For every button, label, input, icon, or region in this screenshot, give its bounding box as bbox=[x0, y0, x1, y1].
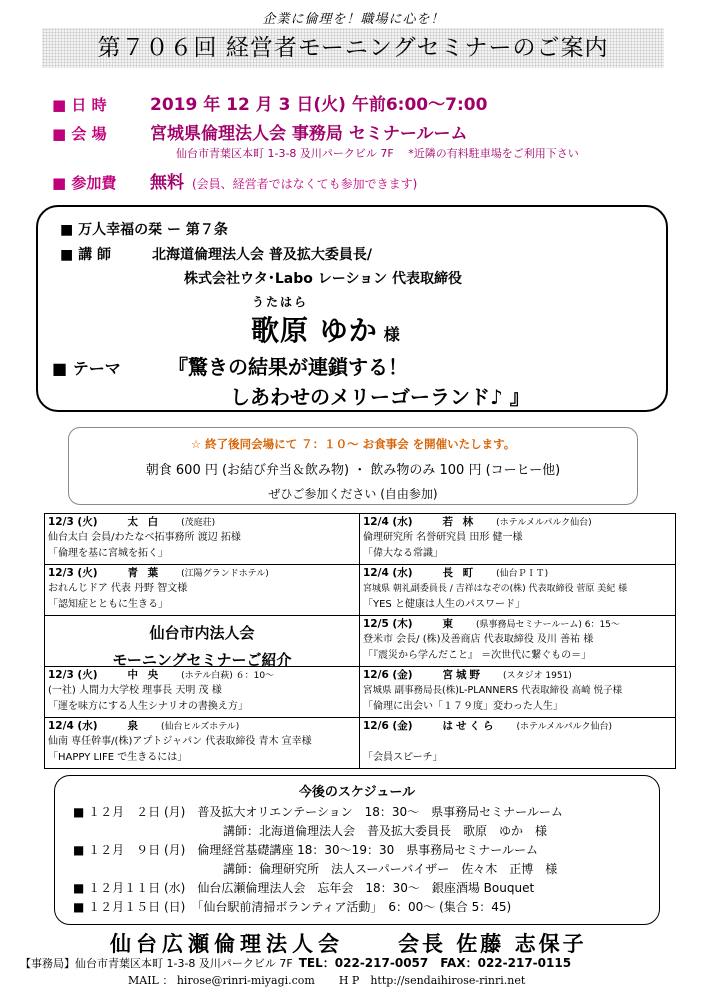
president-name: 会長 佐藤 志保子 bbox=[398, 932, 587, 956]
fee-value: 無料 bbox=[150, 173, 184, 193]
seminar-cell: 12/4 (水) 若 林 (ホテルメルパルク仙台) 倫理研究所 名誉研究員 田形 健一様 「偉大なる常識」 bbox=[360, 514, 676, 565]
schedule-item: ■ １２月１１日 (水) 仙台広瀬倫理法人会 忘年会 18：30～ 銀座酒場 Bouquet bbox=[73, 881, 535, 895]
seminar-cell: 12/3 (火) 太 白 (茂庭荘) 仙台太白 会員/わたなべ拓事務所 渡辺 拓様 「倫理を基に宮城を拓く」 bbox=[45, 514, 360, 565]
theme-line2: しあわせのメリーゴーランド♪ 』 bbox=[230, 385, 530, 409]
article-line: ■ 万人幸福の栞 ー 第７条 bbox=[60, 222, 228, 238]
seminar-intro: 仙台市内法人会 モーニングセミナーご紹介 bbox=[45, 616, 360, 667]
seminar-cell: 12/3 (火) 中 央 (ホテル白萩) ６：10～ (一社) 人間力大学校 理事長 天明 茂 様 「運を味方にする人生シナリオの書換え方」 bbox=[45, 667, 360, 718]
footer-hp: H P http://sendaihirose-rinri.net bbox=[338, 974, 526, 987]
theme-line1: 『驚きの結果が連鎖する！ bbox=[168, 355, 408, 379]
fee-row bbox=[52, 168, 417, 193]
party-announcement: ☆ 終了後同会場にて ７：１０～ お食事会 を開催いたします。 bbox=[190, 437, 516, 451]
venue-address: 仙台市青葉区本町 1-3-8 及川パークビル 7F *近隣の有料駐車場をご利用下さい bbox=[176, 147, 579, 160]
schedule-sub: 講師：倫理研究所 法人スーパーバイザー 佐々木 正博 様 bbox=[223, 862, 558, 876]
seminar-cell: 12/4 (水) 長 町 (仙台ＰＩＴ) 宮城県 朝礼副委員長 / 吉祥はなぞの(株) 代表取締役 菅原 美紀 様 「YES と健康は人生のパスワード」 bbox=[360, 565, 676, 616]
square-bullet-icon: ■ bbox=[52, 96, 67, 114]
seminar-grid bbox=[44, 513, 676, 769]
name-ruby: うたはら bbox=[252, 295, 309, 309]
seminar-cell: 12/5 (木) 東 (県事務局セミナールーム) 6：15～ 登米市 会長/ (株)及善商店 代表取締役 及川 善祐 様 「『震災から学んだこと』 ＝次世代に繋ぐもの＝」 bbox=[360, 616, 676, 667]
square-bullet-icon: ■ bbox=[52, 174, 67, 192]
speaker-name: 歌原 ゆか 様 bbox=[251, 314, 401, 347]
date-value: 2019 年 12 月 3 日(火) 午前6:00～7:00 bbox=[150, 95, 488, 115]
organization-name: 仙台広瀬倫理法人会 bbox=[110, 932, 344, 956]
venue-label: ■ 会 場 bbox=[52, 125, 107, 143]
venue-value: 宮城県倫理法人会 事務局 セミナールーム bbox=[150, 124, 468, 144]
schedule-item: ■ １２月 ２日 (月) 普及拡大オリエンテーション 18：30～ 県事務局セミナールーム bbox=[73, 805, 563, 819]
party-invite: ぜひご参加ください (自由参加) bbox=[268, 487, 438, 501]
square-bullet-icon: ■ bbox=[52, 125, 67, 143]
date-row bbox=[52, 90, 487, 115]
speaker-box bbox=[36, 205, 668, 412]
schedule-item: ■ １２月 ９日 (月) 倫理経営基礎講座 18：30～19：30 県事務局セミナールーム bbox=[73, 843, 538, 857]
seminar-cell: 12/4 (水) 泉 (仙台ヒルズホテル) 仙南 専任幹事/(株)アプトジャパン 代表取締役 青木 宣幸様 「HAPPY LIFE で生きるには」 bbox=[45, 718, 360, 769]
footer-mail: MAIL ： hirose@rinri-miyagi.com bbox=[128, 974, 315, 987]
lecturer-line: ■ 講 師 北海道倫理法人会 普及拡大委員長/ bbox=[60, 247, 372, 263]
fee-label: ■ 参加費 bbox=[52, 174, 117, 192]
seminar-cell: 12/6 (金) はせくら (ホテルメルパルク仙台) 「会員スピーチ」 bbox=[363, 720, 613, 763]
slogan: 企業に倫理を！職場に心を！ bbox=[262, 12, 445, 27]
seminar-cell: 12/6 (金) 宮城野 (スタジオ 1951) 宮城県 副事務局長(株)L-PLANNERS 代表取締役 高崎 悦子様 「倫理に出会い「１７９度」変わった人生」 bbox=[360, 667, 676, 718]
footer-contact bbox=[128, 972, 549, 988]
footer-tel-fax: TEL：022-217-0057 FAX：022-217-0115 bbox=[298, 956, 572, 970]
venue-row bbox=[52, 119, 468, 144]
page-title: 第７０６回 経営者モーニングセミナーのご案内 bbox=[42, 28, 664, 68]
fee-note: (会員、経営者ではなくても参加できます) bbox=[192, 177, 418, 191]
schedule-item: ■ １２月１５日 (日) 「仙台駅前清掃ボランティア活動」 6：00～ (集合 5：45) bbox=[73, 900, 512, 914]
footer-address: 【事務局】仙台市青葉区本町 1-3-8 及川パークビル 7F TEL：022-217-0057 FAX：022-217-0115 bbox=[20, 956, 572, 970]
schedule-box bbox=[54, 775, 660, 925]
dinner-party-box bbox=[68, 427, 638, 505]
theme-label: ■ テーマ bbox=[52, 359, 121, 378]
date-label: ■ 日 時 bbox=[52, 96, 107, 114]
party-price: 朝食 600 円 (お結び弁当＆飲み物) ・ 飲み物のみ 100 円 (コーヒー他) bbox=[145, 463, 561, 478]
schedule-sub: 講師：北海道倫理法人会 普及拡大委員長 歌原 ゆか 様 bbox=[223, 824, 548, 838]
seminar-cell: 12/3 (火) 青 葉 (江陽グランドホテル) おれんじドア 代表 丹野 智文様 「認知症とともに生きる」 bbox=[45, 565, 360, 616]
schedule-title: 今後のスケジュール bbox=[298, 785, 416, 800]
lecturer-company: 株式会社ウタ･Labo レーション 代表取締役 bbox=[184, 271, 463, 287]
